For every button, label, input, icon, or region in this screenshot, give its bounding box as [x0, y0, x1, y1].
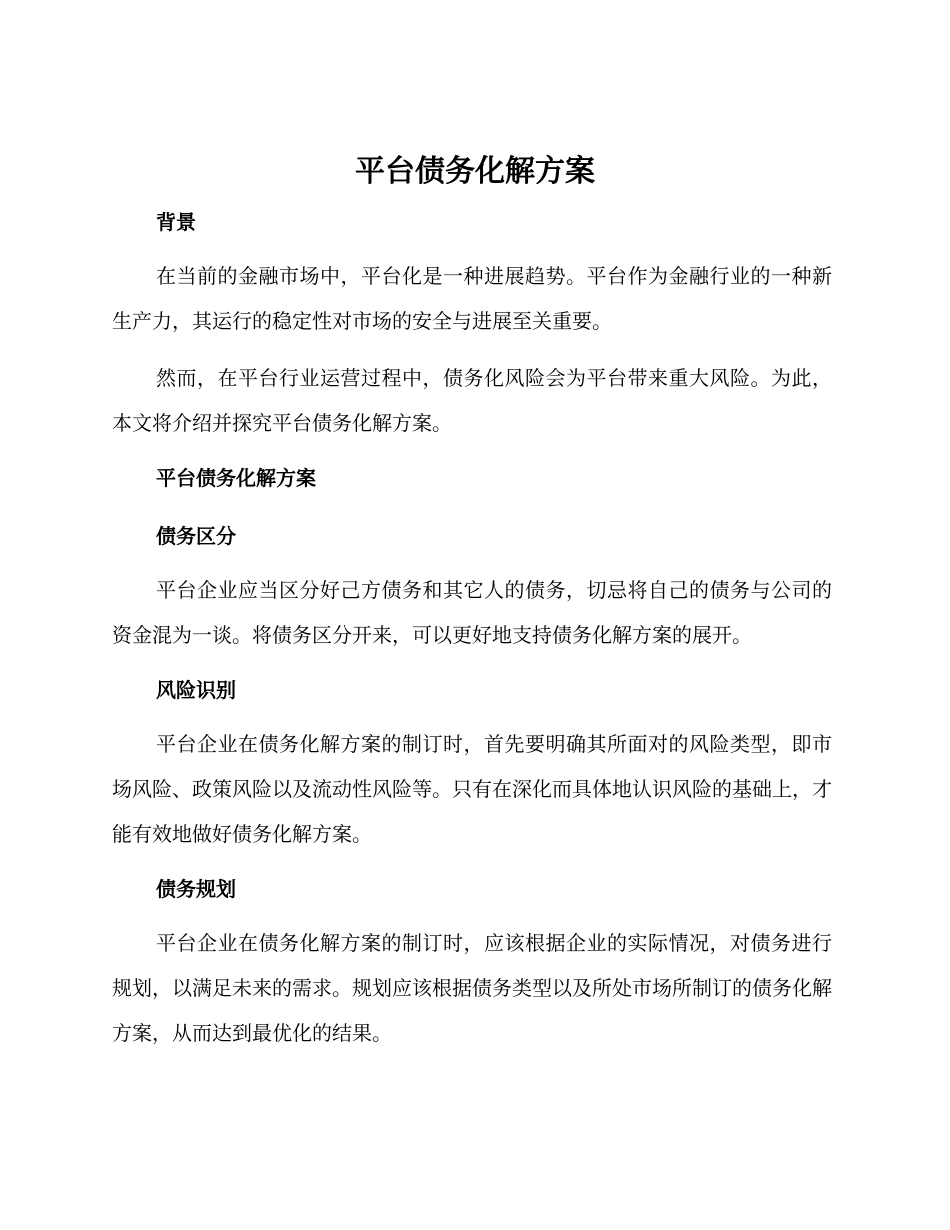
paragraph-debt-distinction: 平台企业应当区分好己方债务和其它人的债务，切忌将自己的债务与公司的资金混为一谈。将债务区分开来，可以更好地支持债务化解方案的展开。: [112, 578, 832, 647]
paragraph-background-1: 在当前的金融市场中，平台化是一种进展趋势。平台作为金融行业的一种新生产力，其运行的稳定性对市场的安全与进展至关重要。: [112, 264, 832, 333]
subsection-heading-debt-planning: 债务规划: [156, 877, 236, 901]
paragraph-background-2: 然而，在平台行业运营过程中，债务化风险会为平台带来重大风险。为此，本文将介绍并探究平台债务化解方案。: [112, 366, 832, 435]
subsection-heading-debt-distinction: 债务区分: [156, 524, 236, 548]
subsection-heading-risk-identification: 风险识别: [156, 678, 236, 702]
paragraph-debt-planning: 平台企业在债务化解方案的制订时，应该根据企业的实际情况，对债务进行规划，以满足未来的需求。规划应该根据债务类型以及所处市场所制订的债务化解方案，从而达到最优化的结果。: [112, 931, 832, 1045]
section-heading-background: 背景: [156, 210, 196, 234]
paragraph-risk-identification: 平台企业在债务化解方案的制订时，首先要明确其所面对的风险类型，即市场风险、政策风险以及流动性风险等。只有在深化而具体地认识风险的基础上，才能有效地做好债务化解方案。: [112, 732, 832, 846]
section-heading-solution: 平台债务化解方案: [156, 466, 316, 490]
document-body: [112, 202, 832, 1056]
document-title: 平台债务化解方案: [355, 154, 595, 189]
